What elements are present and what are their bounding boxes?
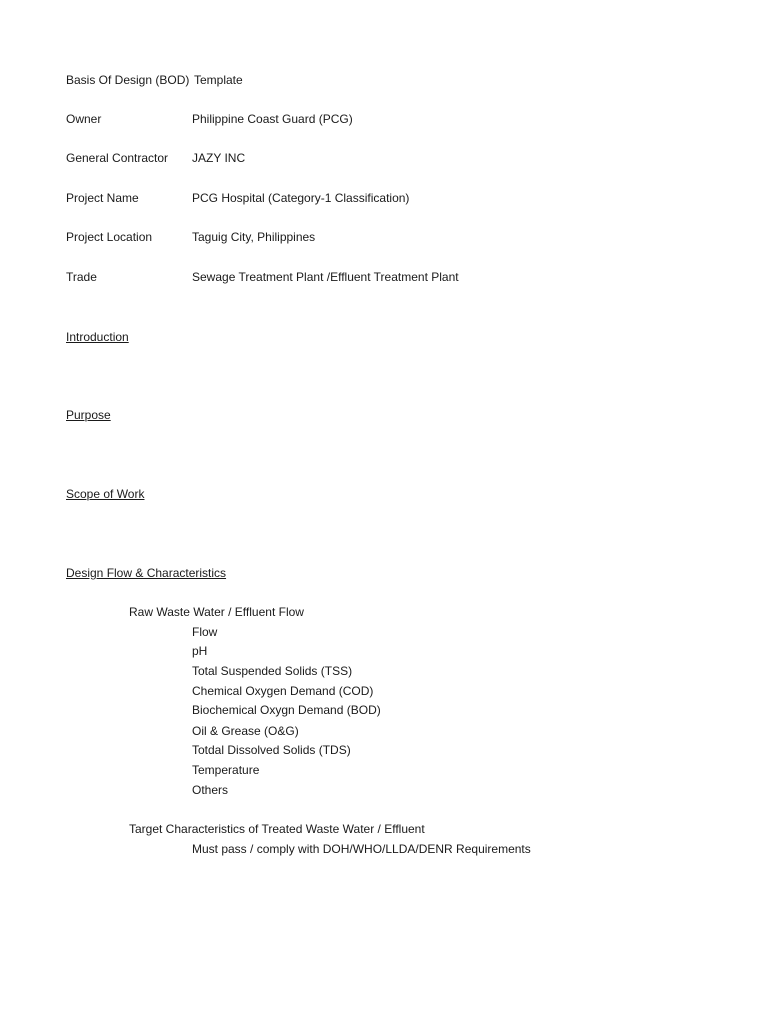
purpose-heading: Purpose bbox=[66, 408, 111, 422]
list-item: Must pass / comply with DOH/WHO/LLDA/DENR Requirements bbox=[192, 842, 531, 856]
list-item: Oil & Grease (O&G) bbox=[192, 724, 299, 738]
trade-label: Trade bbox=[66, 270, 97, 284]
scope-heading: Scope of Work bbox=[66, 487, 145, 501]
contractor-label: General Contractor bbox=[66, 151, 169, 165]
project-location-value: Taguig City, Philippines bbox=[192, 230, 316, 244]
list-item: Temperature bbox=[192, 763, 260, 777]
list-item: Others bbox=[192, 783, 229, 797]
list-item: Biochemical Oxygn Demand (BOD) bbox=[192, 703, 381, 717]
target-heading: Target Characteristics of Treated Waste Water / Effluent bbox=[129, 822, 425, 836]
trade-value: Sewage Treatment Plant /Effluent Treatment Plant bbox=[192, 270, 459, 284]
list-item: pH bbox=[192, 644, 208, 658]
project-location-label: Project Location bbox=[66, 230, 153, 244]
project-name-value: PCG Hospital (Category-1 Classification) bbox=[192, 191, 410, 205]
owner-value: Philippine Coast Guard (PCG) bbox=[192, 112, 353, 126]
project-name-label: Project Name bbox=[66, 191, 139, 205]
list-item: Chemical Oxygen Demand (COD) bbox=[192, 684, 374, 698]
list-item: Total Suspended Solids (TSS) bbox=[192, 664, 353, 678]
contractor-value: JAZY INC bbox=[192, 151, 246, 165]
raw-water-heading: Raw Waste Water / Effluent Flow bbox=[129, 605, 304, 619]
doc-title-value: Template bbox=[194, 73, 243, 87]
owner-label: Owner bbox=[66, 112, 102, 126]
doc-title-label: Basis Of Design (BOD) bbox=[66, 73, 190, 87]
list-item: Totdal Dissolved Solids (TDS) bbox=[192, 743, 351, 757]
list-item: Flow bbox=[192, 625, 218, 639]
introduction-heading: Introduction bbox=[66, 330, 129, 344]
design-flow-heading: Design Flow & Characteristics bbox=[66, 566, 227, 580]
